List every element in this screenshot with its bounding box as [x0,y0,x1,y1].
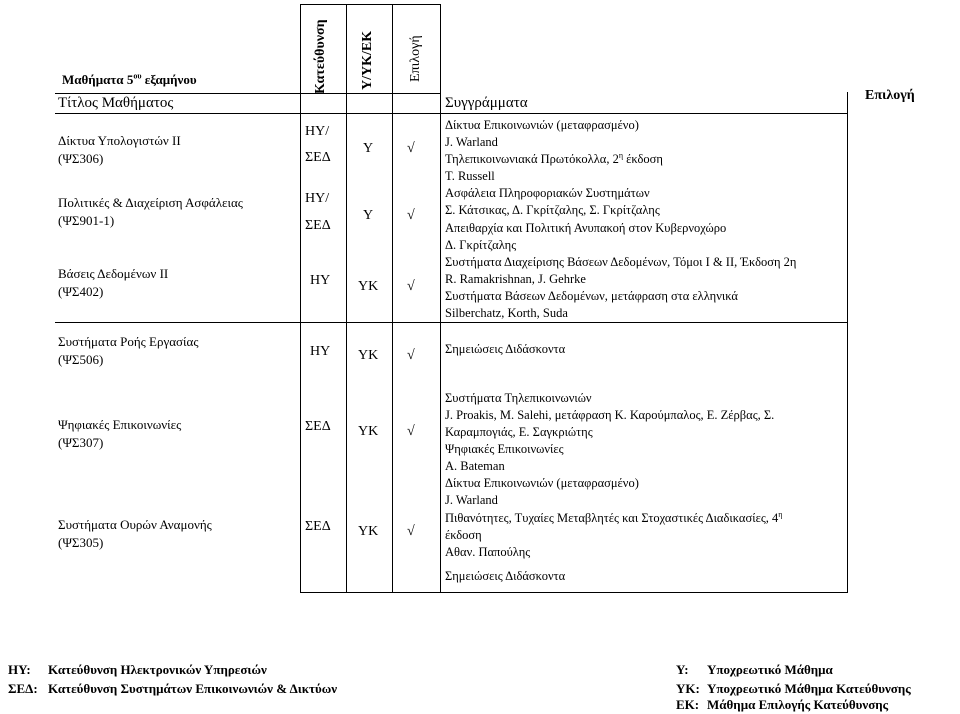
course-check: √ [407,141,415,156]
book-title: Απειθαρχία και Πολιτική Ανυπακοή στον Κυβερνοχώρο [445,221,727,235]
book-title: Τηλεπικοινωνιακά Πρωτόκολλα, $2^\eta$ έκδοση [445,150,663,166]
header-separator-left [55,113,440,114]
col-header-choice-right: Επιλογή [865,88,915,103]
book-author: J. Warland [445,135,498,149]
course-type: Υ [363,141,374,156]
books-block-bottom [440,322,847,323]
book-title: Δίκτυα Επικοινωνιών (μεταφρασμένο) [445,476,639,490]
col-header-title: Τίτλος Μαθήματος [58,95,174,111]
book-author: Καραμπογιάς, Ε. Σαγκριώτης [445,425,593,439]
course-type: ΥΚ [358,424,379,439]
course-code: (ΨΣ305) [58,535,104,550]
book-title: Ασφάλεια Πληροφοριακών Συστημάτων [445,186,650,200]
book-author: A. Bateman [445,459,505,473]
semester-title: Μαθήματα $5^{o\upsilon}$ εξαμήνου [62,71,197,87]
legend-key-y: Υ: [676,662,689,677]
legend-key-ek: ΕΚ: [676,697,700,712]
book-notes: Σημειώσεις Διδάσκοντα [445,342,566,356]
book-title: Συστήματα Τηλεπικοινωνιών [445,391,592,405]
book-author: Silberchatz, Korth, Suda [445,306,568,320]
course-name: Βάσεις Δεδομένων ΙΙ [58,266,169,281]
course-direction: ΣΕΔ [305,419,331,434]
legend-text-hy: Κατεύθυνση Ηλεκτρονικών Υπηρεσιών [48,662,267,677]
col-header-type: Υ/ΥΚ/ΕΚ [360,30,375,90]
course-name: Ψηφιακές Επικοινωνίες [58,417,182,432]
table-bottom-border-left [300,592,440,593]
course-name: Δίκτυα Υπολογιστών ΙΙ [58,133,181,148]
course-name: Συστήματα Ροής Εργασίας [58,334,199,349]
course-direction: ΗΥ [310,273,331,288]
course-check: √ [407,348,415,363]
book-author: J. Proakis, M. Salehi, μετάφραση Κ. Καρούμπαλος, Ε. Ζέρβας, Σ. [445,408,775,422]
course-type: Υ [363,208,374,223]
row-separator-3 [55,322,440,323]
col-divider-right [847,92,848,593]
course-code: (ΨΣ306) [58,151,104,166]
legend-key-sed: ΣΕΔ: [8,681,38,696]
col-header-direction: Κατεύθυνση [313,19,328,94]
book-title: Συστήματα Διαχείρισης Βάσεων Δεδομένων, Τόμοι Ι & ΙΙ, Έκδοση 2η [445,255,797,269]
legend-text-ek: Μάθημα Επιλογής Κατεύθυνσης [707,697,889,712]
course-type: ΥΚ [358,279,379,294]
col-header-books: Συγγράμματα [445,95,528,111]
course-direction: ΣΕΔ [305,218,331,233]
book-title: Ψηφιακές Επικοινωνίες [445,442,564,456]
header-top-border [300,4,440,5]
book-author: R. Ramakrishnan, J. Gehrke [445,272,586,286]
course-code: (ΨΣ506) [58,352,104,367]
book-title: έκδοση [445,528,482,542]
header-separator-books [440,113,847,114]
course-type: ΥΚ [358,524,379,539]
col-header-choice: Επιλογή [408,35,423,82]
course-type: ΥΚ [358,348,379,363]
book-author: T. Russell [445,169,495,183]
course-check: √ [407,208,415,223]
table-bottom-border [440,592,847,593]
col-divider-direction [300,4,301,593]
course-check: √ [407,524,415,539]
legend-text-y: Υποχρεωτικό Μάθημα [707,662,833,677]
book-author: Αθαν. Παπούλης [445,545,531,559]
col-divider-books [440,4,441,593]
book-title: Δίκτυα Επικοινωνιών (μεταφρασμένο) [445,118,639,132]
course-check: √ [407,424,415,439]
legend-text-yk: Υποχρεωτικό Μάθημα Κατεύθυνσης [707,681,911,696]
course-direction: ΣΕΔ [305,150,331,165]
course-check: √ [407,279,415,294]
course-code: (ΨΣ307) [58,435,104,450]
course-code: (ΨΣ402) [58,284,104,299]
course-code: (ΨΣ901-1) [58,213,115,228]
book-author: Δ. Γκρίτζαλης [445,238,517,252]
book-author: Σ. Κάτσικας, Δ. Γκρίτζαλης, Σ. Γκρίτζαλης [445,203,660,217]
book-notes: Σημειώσεις Διδάσκοντα [445,569,566,583]
table-top-border [55,93,440,94]
course-direction: ΣΕΔ [305,519,331,534]
legend-text-sed: Κατεύθυνση Συστημάτων Επικοινωνιών & Δικτύων [48,681,338,696]
course-name: Πολιτικές & Διαχείριση Ασφάλειας [58,195,243,210]
legend-key-hy: ΗΥ: [8,662,31,677]
book-title: Συστήματα Βάσεων Δεδομένων, μετάφραση στα ελληνικά [445,289,738,303]
course-name: Συστήματα Ουρών Αναμονής [58,517,212,532]
book-title: Πιθανότητες, Τυχαίες Μεταβλητές και Στοχαστικές Διαδικασίες, $4^\eta$ [445,509,783,525]
course-direction: ΗΥ [310,344,331,359]
course-direction: ΗΥ/ [305,124,330,139]
col-divider-type [346,4,347,593]
book-author: J. Warland [445,493,498,507]
col-divider-choice [392,4,393,593]
legend-key-yk: ΥΚ: [676,681,700,696]
course-direction: ΗΥ/ [305,191,330,206]
